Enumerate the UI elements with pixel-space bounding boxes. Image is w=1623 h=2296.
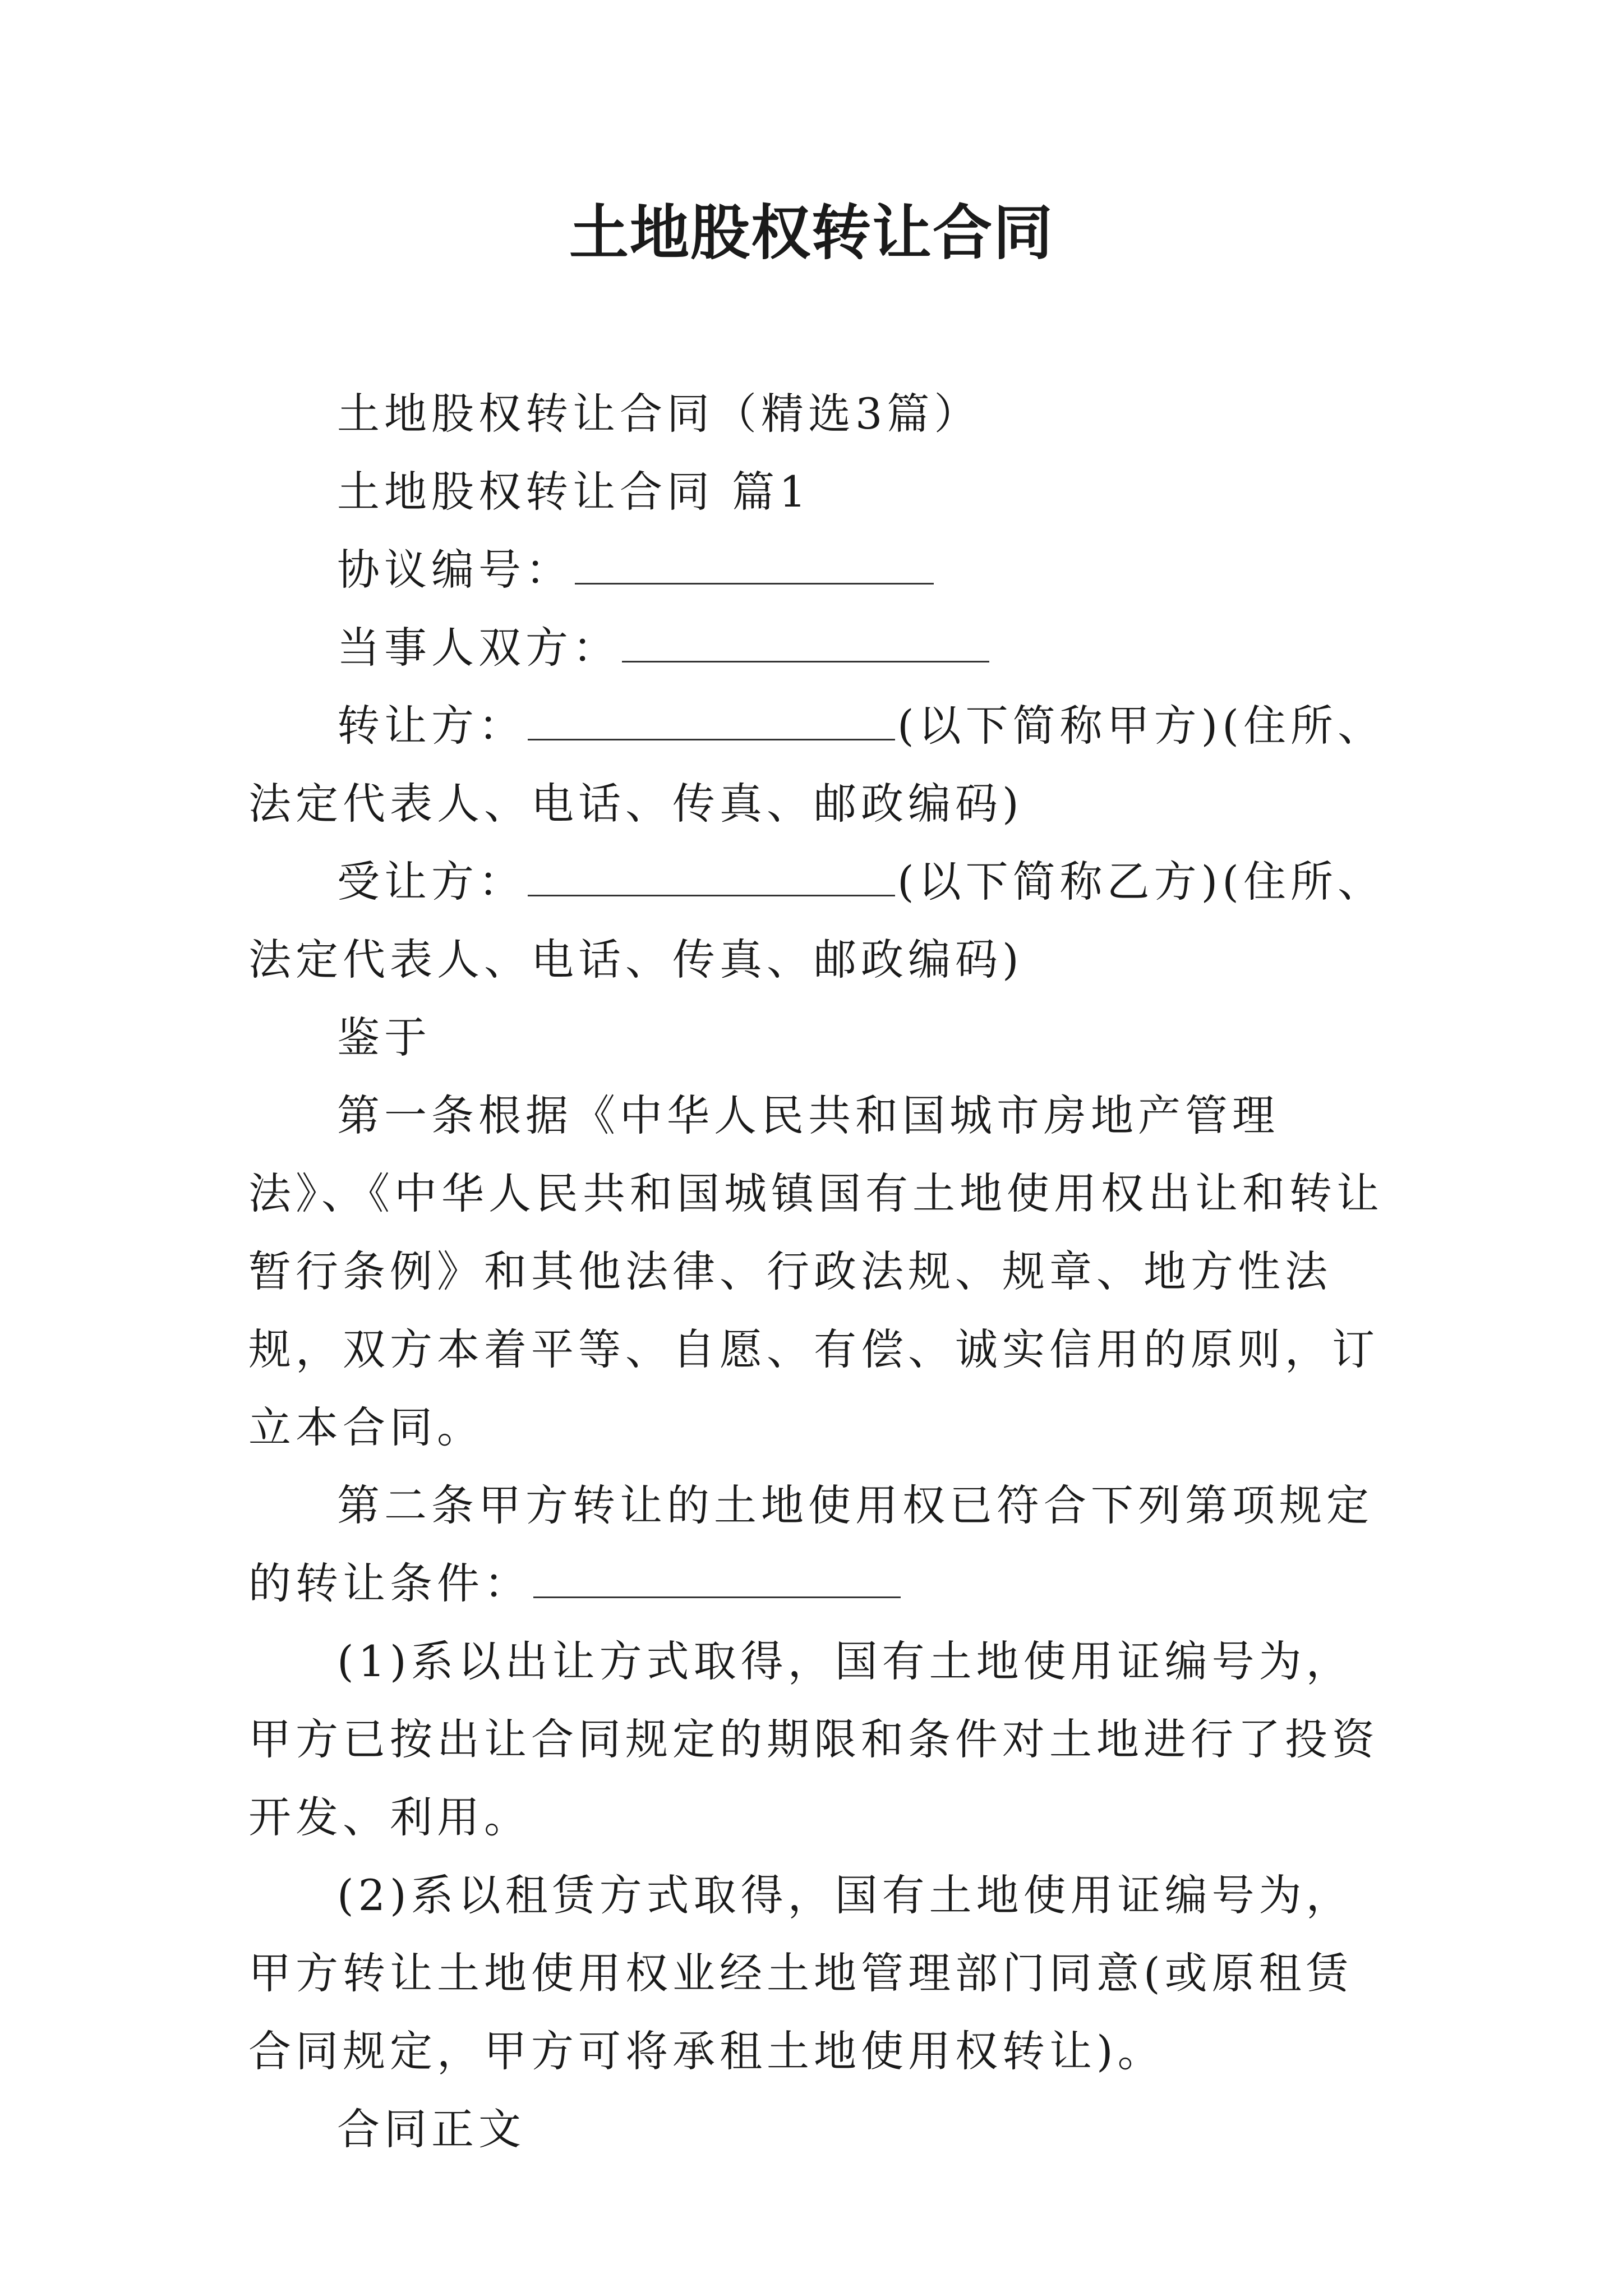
paragraph-subtitle: 土地股权转让合同（精选3篇） <box>337 389 981 439</box>
paragraph-parties <box>248 609 1398 687</box>
document-body <box>248 375 1398 2168</box>
paragraph-item-2: (2)系以租赁方式取得，国有土地使用证编号为，甲方转让土地使用权业经土地管理部门同意(或原租赁合同规定，甲方可将承租土地使用权转让)。 <box>248 1870 1353 2076</box>
transferor-details: (以下简称甲方)(住所、法定代表人、电话、传真、邮政编码) <box>248 701 1385 829</box>
article-2-blank <box>533 1564 901 1598</box>
agreement-number-blank <box>575 550 934 585</box>
paragraph-contract-body: 合同正文 <box>337 2104 525 2154</box>
transferee-details: (以下简称乙方)(住所、法定代表人、电话、传真、邮政编码) <box>248 857 1385 984</box>
parties-label: 当事人双方： <box>337 623 620 673</box>
parties-blank <box>622 628 989 662</box>
transferor-blank <box>528 706 895 740</box>
paragraph-whereas: 鉴于 <box>337 1013 431 1062</box>
paragraph-item-1: (1)系以出让方式取得，国有土地使用证编号为，甲方已按出让合同规定的期限和条件对土地进行了投资开发、利用。 <box>248 1636 1379 1842</box>
transferee-label: 受让方： <box>337 857 525 907</box>
paragraph-article-1: 第一条根据《中华人民共和国城市房地产管理法》、《中华人民共和国城镇国有土地使用权出让和转让暂行条例》和其他法律、行政法规、规章、地方性法规，双方本着平等、自愿、有偿、诚实信用的原则，订立本合同。 <box>248 1091 1384 1452</box>
paragraph-transferee <box>248 843 1398 999</box>
transferor-label: 转让方： <box>337 701 525 751</box>
document-title: 土地股权转让合同 <box>569 197 1054 268</box>
paragraph-transferor <box>248 687 1398 843</box>
agreement-number-label: 协议编号： <box>337 545 573 595</box>
paragraph-part-heading: 土地股权转让合同 篇1 <box>337 467 811 517</box>
paragraph-agreement-number <box>248 531 1398 609</box>
transferee-blank <box>528 862 895 896</box>
article-2-text: 第二条甲方转让的土地使用权已符合下列第项规定的转让条件： <box>248 1480 1373 1608</box>
paragraph-article-2 <box>248 1466 1398 1622</box>
